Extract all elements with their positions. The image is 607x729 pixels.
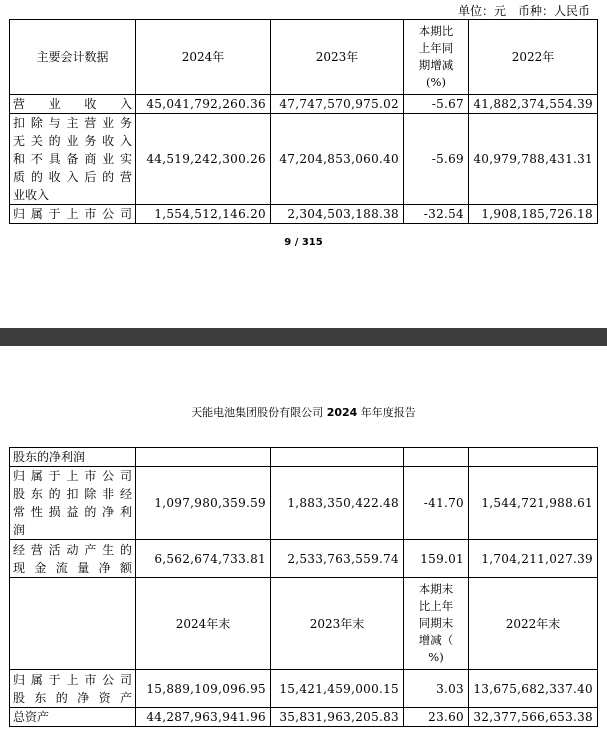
- header-change-line: 比上年: [418, 599, 454, 613]
- empty-cell: [404, 448, 469, 467]
- value-2023: 47,747,570,975.02: [271, 95, 404, 114]
- report-header-year: 2024: [326, 406, 358, 419]
- header-2024: 2024年: [136, 20, 271, 95]
- header-change-line: 期增减: [418, 58, 454, 72]
- key-accounting-data-table-bottom: [9, 447, 598, 727]
- value-change: 3.03: [404, 670, 469, 708]
- value-change: 159.01: [404, 540, 469, 578]
- value-change: -41.70: [404, 467, 469, 540]
- empty-cell: [10, 578, 136, 670]
- empty-cell: [136, 448, 271, 467]
- row-label: [10, 114, 136, 205]
- value-change: -32.54: [404, 205, 469, 224]
- value-2022: 40,979,788,431.31: [469, 114, 598, 205]
- header-change-line: (%): [426, 75, 446, 89]
- value-change: -5.67: [404, 95, 469, 114]
- key-accounting-data-table-top: [9, 19, 598, 224]
- header-change-line: 上年同: [418, 41, 454, 55]
- header-2024-end: 2024年末: [136, 578, 271, 670]
- header-2022: 2022年: [469, 20, 598, 95]
- value-2023: 47,204,853,060.40: [271, 114, 404, 205]
- row-label-line: 和不具备商业实: [13, 152, 132, 166]
- empty-cell: [271, 448, 404, 467]
- page-break-band: [0, 328, 607, 346]
- value-2024: 44,287,963,941.96: [136, 708, 271, 727]
- value-2023: 1,883,350,422.48: [271, 467, 404, 540]
- row-label-line: 无关的业务收入: [13, 134, 132, 148]
- header-change-line: 本期末: [418, 582, 454, 596]
- row-label-line: 经营活动产生的: [13, 542, 132, 557]
- header-change-pct: [404, 20, 469, 95]
- row-label: [10, 540, 136, 578]
- table-row: [10, 205, 598, 224]
- unit-currency-note: 单位：元 币种：人民币: [457, 4, 590, 18]
- value-2024: 15,889,109,096.95: [136, 670, 271, 708]
- value-change: 23.60: [404, 708, 469, 727]
- value-2023: 35,831,963,205.83: [271, 708, 404, 727]
- row-label-line: 业收入: [13, 188, 50, 202]
- row-label-line: 质的收入后的营: [13, 170, 132, 184]
- value-2024: 45,041,792,260.36: [136, 95, 271, 114]
- header-change-line: 本期比: [418, 24, 454, 38]
- row-label: [10, 670, 136, 708]
- row-label: 总资产: [10, 708, 136, 727]
- row-label: 股东的净利润: [10, 448, 136, 467]
- table-row: [10, 670, 598, 708]
- table-row: [10, 95, 598, 114]
- header-main-data: 主要会计数据: [10, 20, 136, 95]
- value-2022: 13,675,682,337.40: [469, 670, 598, 708]
- value-2024: 44,519,242,300.26: [136, 114, 271, 205]
- value-2022: 41,882,374,554.39: [469, 95, 598, 114]
- table-subheader-row: [10, 578, 598, 670]
- report-header-company: 天能电池集团股份有限公司: [191, 406, 327, 419]
- page-number: 9 / 315: [284, 237, 323, 248]
- row-label-line: 润: [13, 523, 26, 537]
- report-header: [0, 404, 607, 420]
- value-2023: 2,304,503,188.38: [271, 205, 404, 224]
- value-2022: 1,544,721,988.61: [469, 467, 598, 540]
- row-label: [10, 467, 136, 540]
- table-row: [10, 448, 598, 467]
- table-row: [10, 114, 598, 205]
- value-2024: 1,554,512,146.20: [136, 205, 271, 224]
- table-header-row: [10, 20, 598, 95]
- value-2023: 15,421,459,000.15: [271, 670, 404, 708]
- row-label-line: 扣除与主营业务: [13, 116, 132, 130]
- value-2024: 1,097,980,359.59: [136, 467, 271, 540]
- row-label-line: 常性损益的净利: [13, 505, 132, 519]
- value-2023: 2,533,763,559.74: [271, 540, 404, 578]
- value-2024: 6,562,674,733.81: [136, 540, 271, 578]
- header-change-pct: [404, 578, 469, 670]
- row-label: 营业收入: [10, 95, 136, 114]
- value-2022: 32,377,566,653.38: [469, 708, 598, 727]
- table-row: [10, 540, 598, 578]
- row-label-line: 股东的净资产: [13, 690, 132, 705]
- row-label-line: 股东的扣除非经: [13, 487, 132, 501]
- row-label-line: 现金流量净额: [13, 560, 132, 575]
- header-change-line: %): [428, 650, 444, 664]
- header-change-line: 增减（: [418, 633, 454, 647]
- value-2022: 1,908,185,726.18: [469, 205, 598, 224]
- table-row: [10, 708, 598, 727]
- header-change-line: 同期末: [418, 616, 454, 630]
- empty-cell: [469, 448, 598, 467]
- header-2023-end: 2023年末: [271, 578, 404, 670]
- value-change: -5.69: [404, 114, 469, 205]
- row-label: 归属于上市公司: [10, 205, 136, 224]
- report-header-suffix: 年年度报告: [357, 406, 416, 419]
- row-label-line: 归属于上市公司: [13, 672, 132, 687]
- table-row: [10, 467, 598, 540]
- header-2023: 2023年: [271, 20, 404, 95]
- value-2022: 1,704,211,027.39: [469, 540, 598, 578]
- header-2022-end: 2022年末: [469, 578, 598, 670]
- row-label-line: 归属于上市公司: [13, 469, 132, 483]
